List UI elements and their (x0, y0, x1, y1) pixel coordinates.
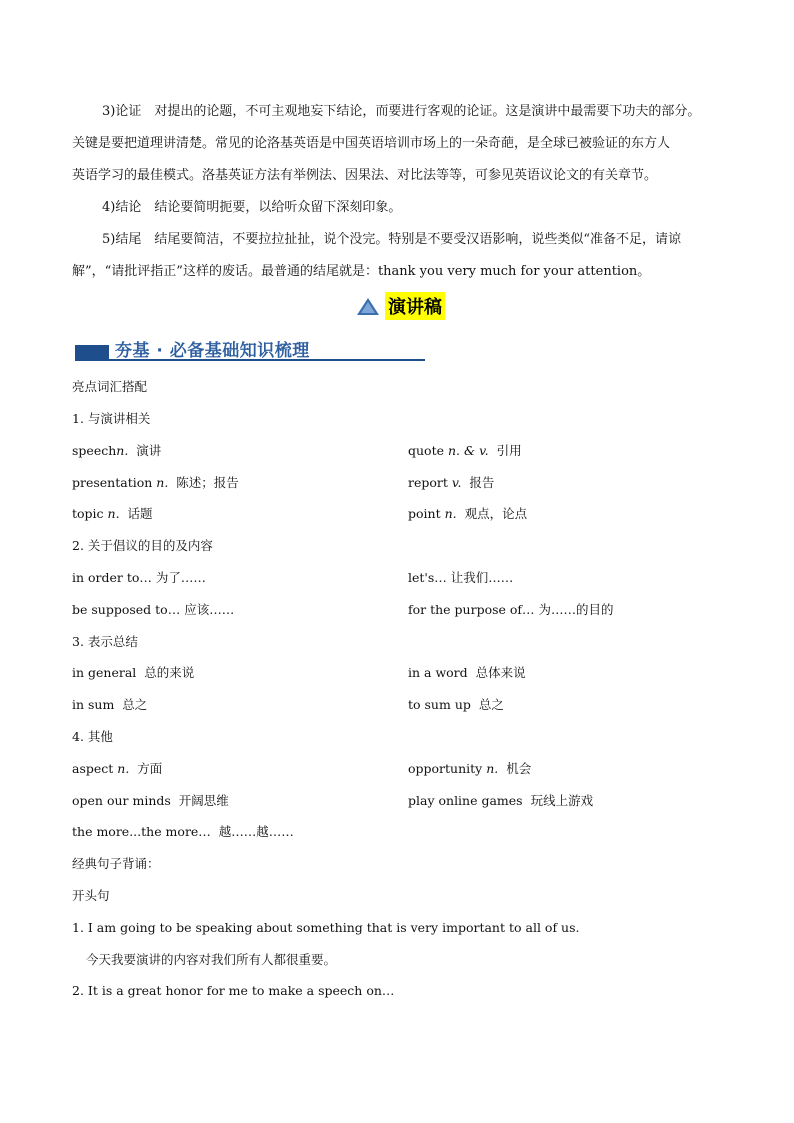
vocab-item: to sum up 总之 (408, 697, 504, 712)
vocab-item: be supposed to… 应该…… (72, 602, 235, 617)
intro-line: 关键是要把道理讲清楚。常见的论洛基英语是中国英语培训市场上的一朵奇葩，是全球已被验证的东方人 (72, 136, 671, 151)
vocab-item: the more...the more… 越……越…… (72, 824, 294, 839)
vocab-item: topic n. 话题 (72, 506, 153, 521)
group-heading: 1. 与演讲相关 (72, 411, 151, 426)
document-title (357, 292, 445, 320)
vocab-item: open our minds 开阔思维 (72, 793, 229, 808)
vocab-item: in sum 总之 (72, 697, 148, 712)
vocab-item: for the purpose of… 为……的目的 (408, 602, 614, 617)
vocab-item: speechn. 演讲 (72, 443, 162, 458)
vocab-item: in order to… 为了…… (72, 570, 206, 585)
group-heading: 3. 表示总结 (72, 634, 138, 649)
sentence-english: 2. It is a great honor for me to make a speech on… (72, 983, 395, 998)
triangle-icon (357, 298, 379, 315)
sentence-chinese: 今天我要演讲的内容对我们所有人都很重要。 (86, 952, 337, 967)
intro-line: 4)结论 结论要简明扼要，以给听众留下深刻印象。 (102, 200, 402, 215)
vocab-item: play online games 玩线上游戏 (408, 793, 594, 808)
section-header-label: 夯基 · 必备基础知识梳理 (115, 341, 310, 361)
intro-line: 解”，“请批评指正”这样的废话。最普通的结尾就是：thank you very much for your attention。 (72, 264, 651, 279)
vocab-item: point n. 观点，论点 (408, 506, 528, 521)
intro-line: 英语学习的最佳模式。洛基英证方法有举例法、因果法、对比法等等，可参见英语议论文的有关章节。 (72, 168, 658, 183)
group-heading: 2. 关于倡议的目的及内容 (72, 538, 213, 553)
section-header (75, 336, 425, 362)
section-bar-block (75, 345, 109, 359)
page-title: 演讲稿 (385, 292, 445, 320)
vocab-item: in a word 总体来说 (408, 665, 526, 680)
sentences-heading: 经典句子背诵： (72, 856, 160, 871)
group-heading: 4. 其他 (72, 729, 113, 744)
vocab-item: in general 总的来说 (72, 665, 195, 680)
vocab-item: aspect n. 方面 (72, 761, 163, 776)
vocab-item: opportunity n. 机会 (408, 761, 532, 776)
intro-paragraph (72, 96, 724, 288)
intro-line: 5)结尾 结尾要简洁，不要拉拉扯扯，说个没完。特别是不要受汉语影响，说些类似“准备不足，请谅 (102, 232, 681, 247)
vocab-heading: 亮点词汇搭配 (72, 379, 148, 394)
sentence-english: 1. I am going to be speaking about something that is very important to all of us. (72, 920, 580, 935)
vocab-item: report v. 报告 (408, 475, 495, 490)
vocab-item: quote n. & v. 引用 (408, 443, 522, 458)
vocab-item: let's… 让我们…… (408, 570, 514, 585)
opening-heading: 开头句 (72, 888, 110, 903)
intro-line: 3)论证 对提出的论题，不可主观地妄下结论，而要进行客观的论证。这是演讲中最需要下功夫的部分。 (102, 104, 701, 119)
vocab-item: presentation n. 陈述；报告 (72, 475, 239, 490)
